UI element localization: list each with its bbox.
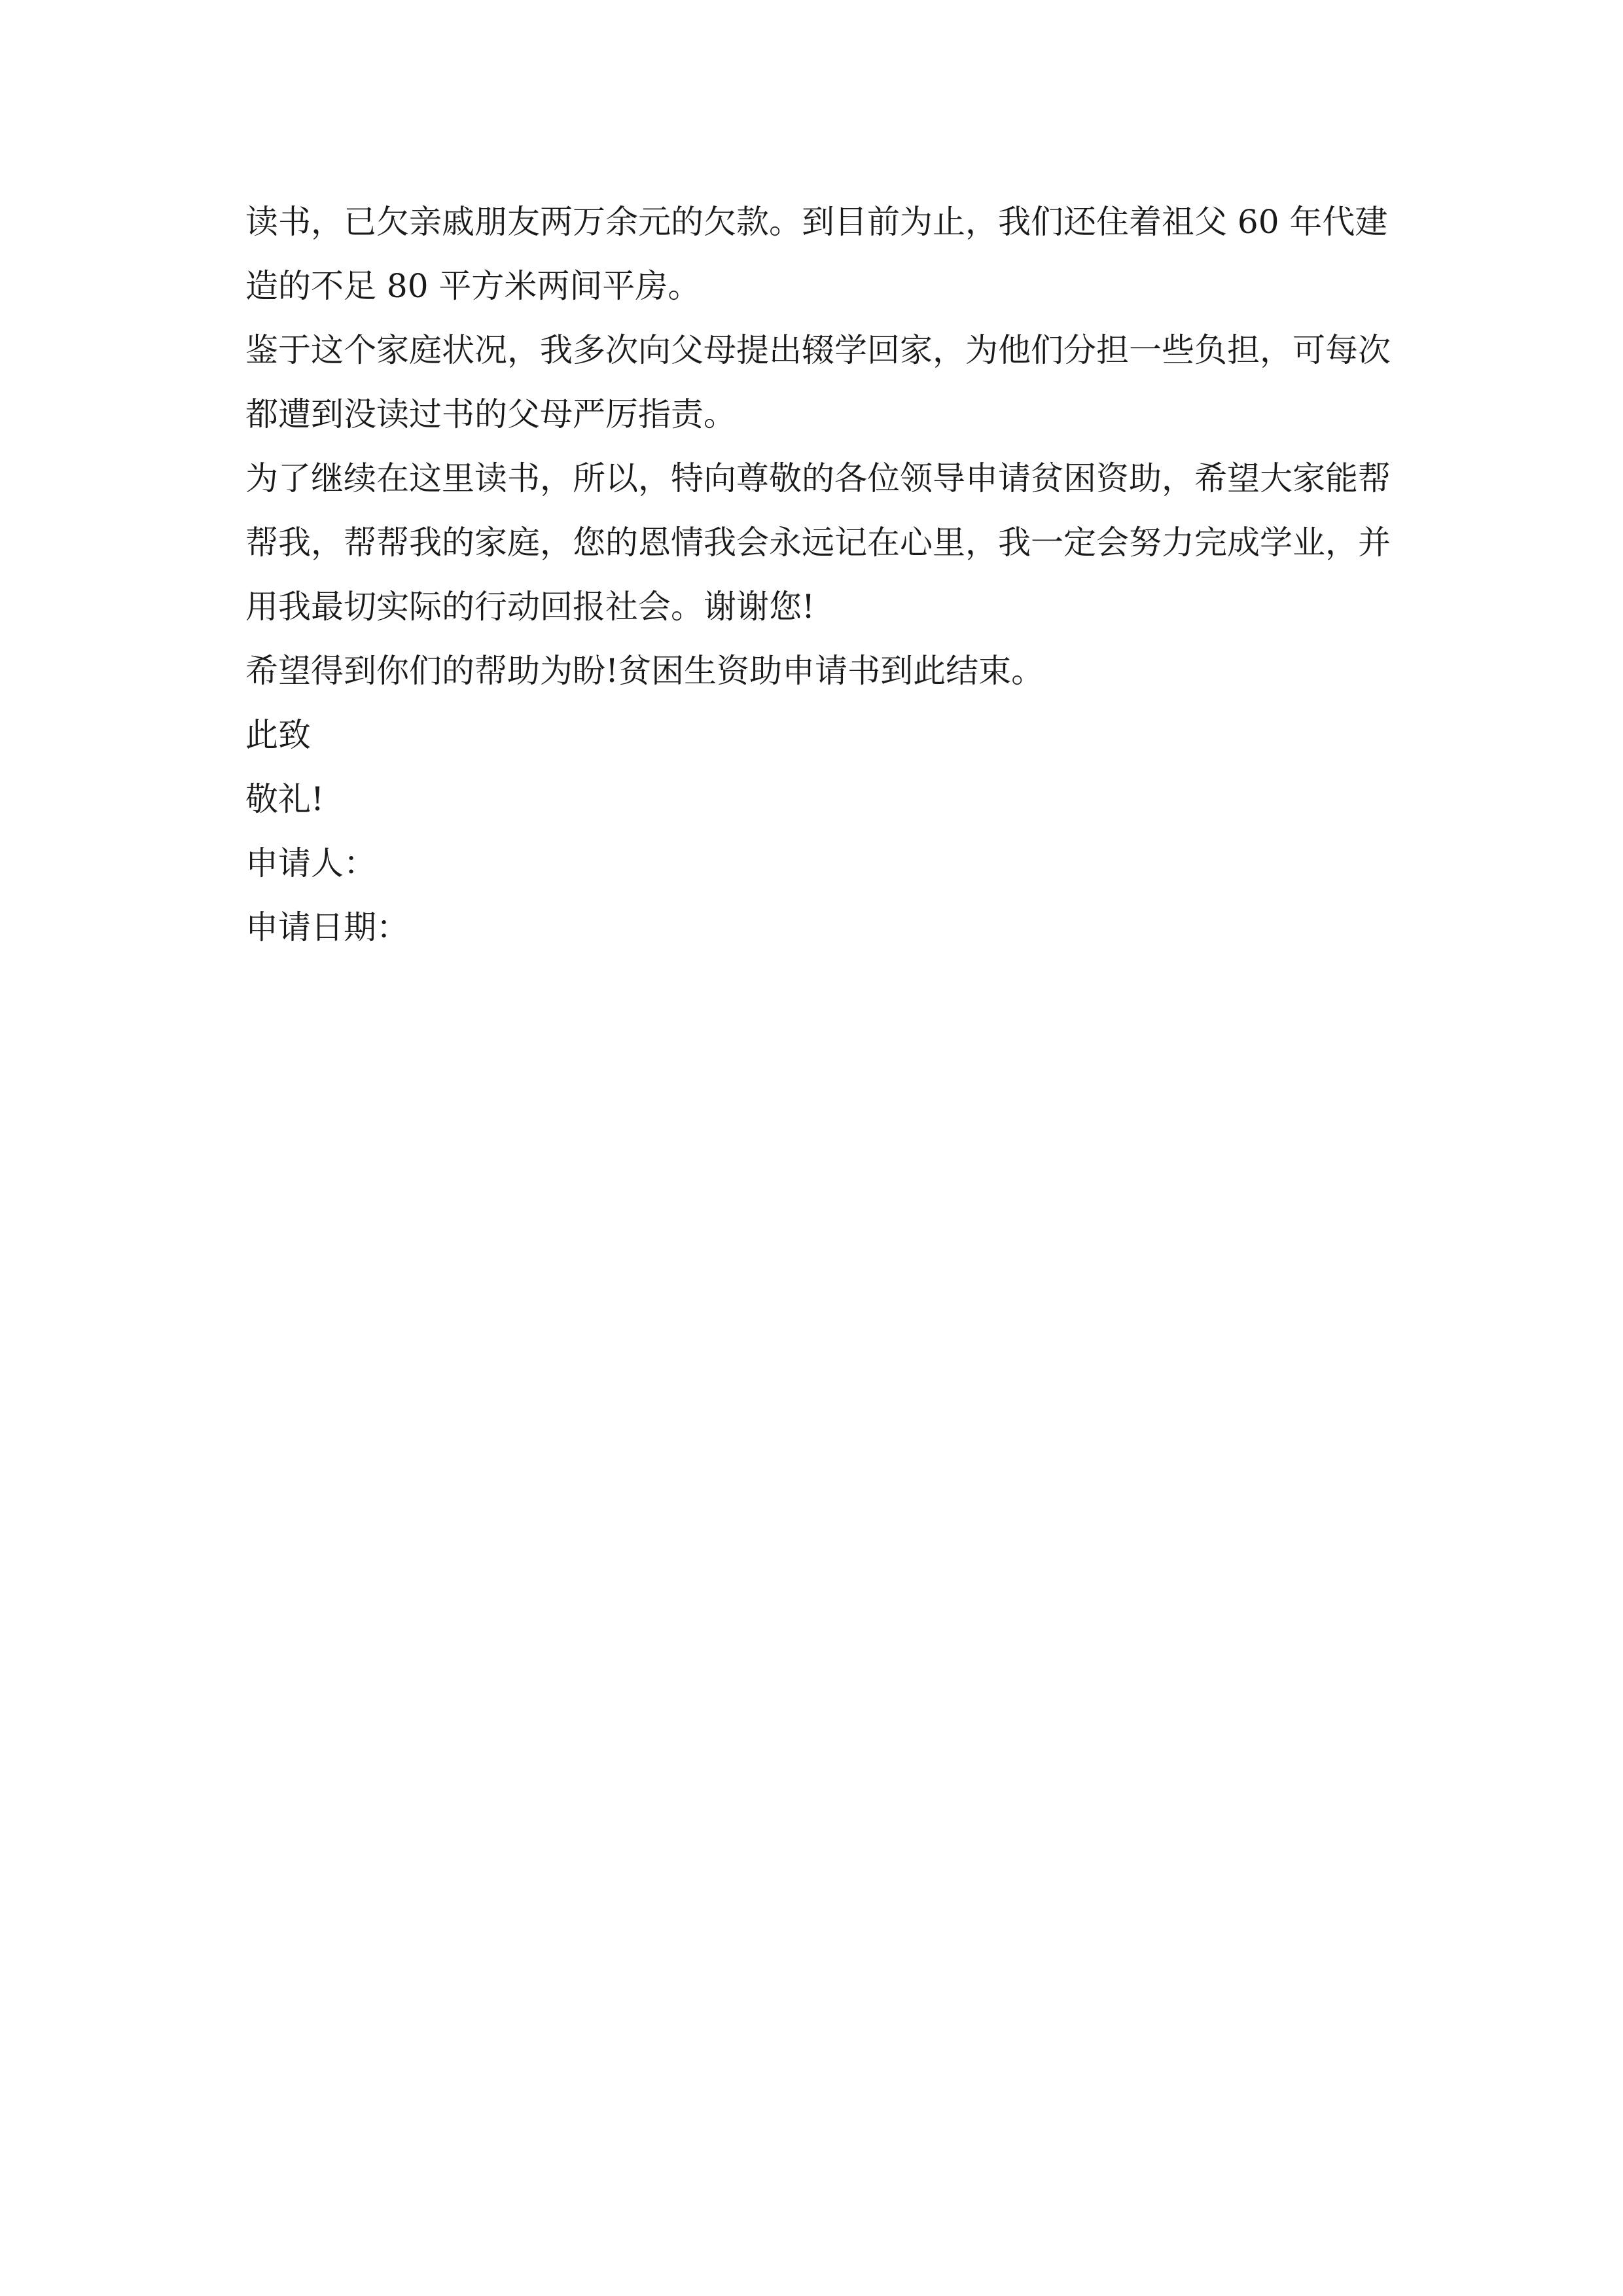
closing-line-1: 此致: [245, 716, 311, 754]
text-line: 造的不足 80 平方米两间平房。: [245, 267, 701, 305]
applicant-field: [245, 831, 1384, 895]
text-line: 帮我，帮帮我的家庭，您的恩情我会永远记在心里，我一定会努力完成学业，并: [245, 524, 1391, 562]
closing-regards: [245, 767, 1384, 831]
text-line: 为了继续在这里读书，所以，特向尊敬的各位领导申请贫困资助，希望大家能帮: [245, 459, 1391, 497]
paragraph-request: [245, 446, 1391, 639]
paragraph-debt: [245, 190, 1388, 318]
text-line: 鉴于这个家庭状况，我多次向父母提出辍学回家，为他们分担一些负担，可每次: [245, 331, 1391, 369]
text-line: 都遭到没读过书的父母严厉指责。: [245, 395, 736, 433]
text-line: 读书，已欠亲戚朋友两万余元的欠款。到目前为止，我们还住着祖父 60 年代建: [245, 203, 1388, 241]
date-field: [245, 895, 1384, 960]
closing-line-2: 敬礼!: [245, 780, 325, 818]
text-line: 希望得到你们的帮助为盼!贫困生资助申请书到此结束。: [245, 652, 1044, 690]
text-line: 用我最切实际的行动回报社会。谢谢您!: [245, 588, 815, 626]
date-label: 申请日期：: [245, 908, 409, 946]
paragraph-hope: [245, 639, 1384, 703]
letter-body: [245, 190, 1391, 960]
paragraph-family-situation: [245, 318, 1391, 446]
closing-salutation: [245, 703, 1384, 767]
applicant-label: 申请人：: [245, 844, 376, 882]
